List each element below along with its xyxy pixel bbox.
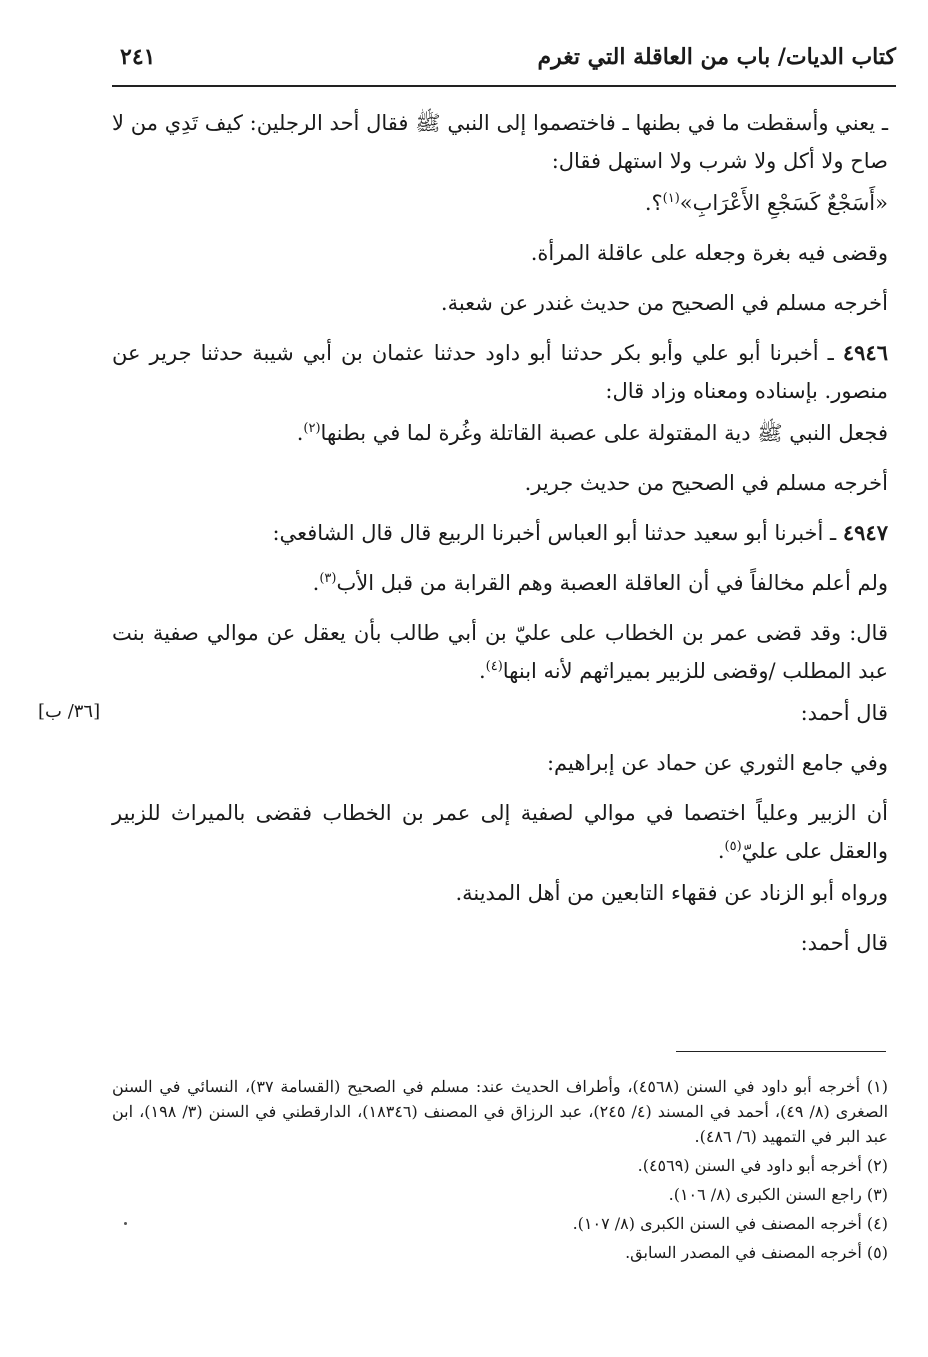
paragraph [112, 464, 888, 502]
punctuation: . [717, 839, 725, 863]
footnote-mark: (٣) [866, 1185, 888, 1204]
margin-folio-reference: [٣٦/ ب] [38, 701, 101, 722]
paragraph-text: قال أحمد: [800, 931, 888, 955]
page-header [112, 40, 896, 84]
footnote-mark: (٥) [866, 1243, 888, 1262]
paragraph [112, 794, 888, 870]
hadith-paragraph [112, 334, 888, 410]
footnote [112, 1211, 888, 1236]
paragraph [112, 564, 888, 602]
footnote-text: أخرجه أبو داود في السنن (٤٥٦٩). [637, 1156, 862, 1175]
quoted-hadith: «أَسَجْعٌ كَسَجْعِ الأَعْرَابِ» [679, 191, 888, 215]
scan-speck [124, 1222, 127, 1225]
footnote-mark: (٤) [866, 1214, 888, 1233]
running-head: كتاب الديات/ باب من العاقلة التي تغرم [537, 44, 896, 70]
punctuation: . [312, 571, 320, 595]
hadith-paragraph [112, 514, 888, 552]
footnote [112, 1153, 888, 1178]
punctuation: ؟. [644, 191, 663, 215]
paragraph-text: ـ أخبرنا أبو علي وأبو بكر حدثنا أبو داود حدثنا عثمان بن أبي شيبة حدثنا جرير عن منصور. بإسناده ومعناه وزاد قال: [112, 341, 888, 403]
footnote-text: راجع السنن الكبرى (٨/ ١٠٦). [668, 1185, 862, 1204]
paragraph-text: أن الزبير وعلياً اختصما في موالي لصفية إلى عمر بن الخطاب فقضى بالميراث للزبير والعقل على عليّ [112, 801, 888, 863]
paragraph [112, 284, 888, 322]
paragraph-text: قال: وقد قضى عمر بن الخطاب على عليّ بن أبي طالب بأن يعقل عن موالي صفية بنت عبد المطلب /وقضى للزبير بميراثهم لأنه ابنها [112, 621, 888, 683]
paragraph-text: ورواه أبو الزناد عن فقهاء التابعين من أهل المدينة. [455, 881, 888, 905]
paragraph [112, 874, 888, 912]
paragraph-text: ـ أخبرنا أبو سعيد حدثنا أبو العباس أخبرنا الربيع قال قال الشافعي: [272, 521, 837, 545]
punctuation: . [478, 659, 486, 683]
main-text [112, 104, 888, 974]
paragraph-text: قال أحمد: [800, 701, 888, 725]
footnote-mark: (١) [866, 1077, 888, 1096]
paragraph-text: أخرجه مسلم في الصحيح من حديث غندر عن شعبة. [440, 291, 888, 315]
paragraph-text: أخرجه مسلم في الصحيح من حديث جرير. [524, 471, 888, 495]
header-rule [112, 85, 896, 87]
paragraph [112, 744, 888, 782]
footnote-text: أخرجه المصنف في المصدر السابق. [625, 1243, 862, 1262]
footnote-mark: (٢) [866, 1156, 888, 1175]
paragraph [112, 414, 888, 452]
paragraph-text: ولم أعلم مخالفاً في أن العاقلة العصبة وهم القرابة من قبل الأب [336, 571, 888, 595]
page-number: ٢٤١ [120, 44, 156, 70]
paragraph-text: ـ يعني وأسقطت ما في بطنها ـ فاختصموا إلى النبي ﷺ فقال أحد الرجلين: كيف تَدِي من لا صاح ولا أكل ولا شرب ولا استهل فقال: [112, 111, 888, 173]
hadith-number: ٤٩٤٧ [842, 520, 888, 545]
paragraph [112, 614, 888, 690]
footnotes [112, 1074, 888, 1269]
paragraph [112, 234, 888, 272]
footnote-ref: (٥) [724, 839, 742, 854]
paragraph [112, 694, 888, 732]
footnote [112, 1240, 888, 1265]
paragraph [112, 184, 888, 222]
footnote [112, 1074, 888, 1149]
paragraph [112, 104, 888, 180]
paragraph-text: وقضى فيه بغرة وجعله على عاقلة المرأة. [530, 241, 888, 265]
footnote-ref: (٤) [485, 659, 503, 674]
paragraph [112, 924, 888, 962]
footnote-ref: (٣) [319, 571, 337, 586]
footnote-ref: (٢) [303, 421, 321, 436]
paragraph-text: فجعل النبي ﷺ دية المقتولة على عصبة القاتلة وغُرة لما في بطنها [320, 421, 888, 445]
footnote-text: أخرجه المصنف في السنن الكبرى (٨/ ١٠٧). [572, 1214, 862, 1233]
footnote-separator [676, 1051, 886, 1052]
punctuation: . [296, 421, 304, 445]
footnote [112, 1182, 888, 1207]
paragraph-text: وفي جامع الثوري عن حماد عن إبراهيم: [546, 751, 888, 775]
hadith-number: ٤٩٤٦ [842, 340, 888, 365]
footnote-ref: (١) [662, 191, 680, 206]
footnote-text: أخرجه أبو داود في السنن (٤٥٦٨)، وأطراف الحديث عند: مسلم في الصحيح (القسامة ٣٧)، النسائي في السنن الصغرى (٨/ ٤٩)، أحمد في المسند (٤/ ٢٤٥)، عبد الرزاق في المصنف (١٨٣٤٦)، الدارقطني في السنن (٣/ ١٩٨)، ابن عبد البر في التمهيد (٦/ ٤٨٦). [112, 1077, 889, 1146]
